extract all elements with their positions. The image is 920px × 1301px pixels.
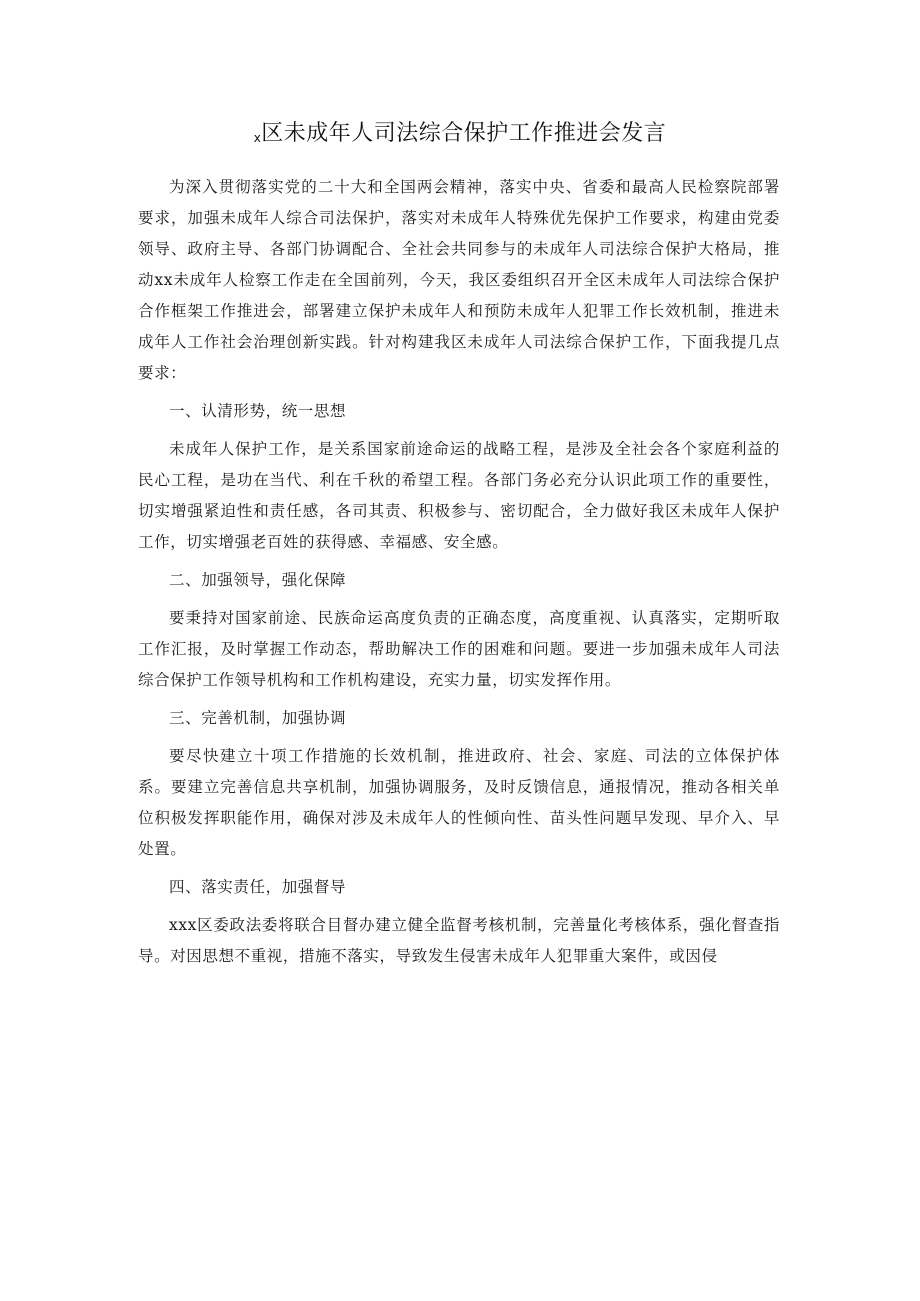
section-paragraph-3: 要尽快建立十项工作措施的长效机制，推进政府、社会、家庭、司法的立体保护体系。要建立完善信息共享机制，加强协调服务，及时反馈信息，通报情况，推动各相关单位积极发挥职能作用，确保对涉及未成年人的性倾向性、苗头性问题早发现、早介入、早处置。 [138, 747, 780, 858]
section-heading-1: 一、认清形势，统一思想 [169, 402, 347, 420]
title-prefix: x [253, 131, 262, 145]
section-paragraph-4: xxx区委政法委将联合目督办建立健全监督考核机制，完善量化考核体系，强化督查指导。对因思想不重视，措施不落实，导致发生侵害未成年人犯罪重大案件，或因侵 [138, 916, 780, 965]
document-title [0, 118, 920, 154]
section-heading-2: 二、加强领导，强化保障 [169, 571, 347, 589]
intro-paragraph: 为深入贯彻落实党的二十大和全国两会精神，落实中央、省委和最高人民检察院部署要求，加强未成年人综合司法保护，落实对未成年人特殊优先保护工作要求，构建由党委领导、政府主导、各部门协调配合、全社会共同参与的未成年人司法综合保护大格局，推动xx未成年人检察工作走在全国前列，今天，我区委组织召开全区未成年人司法综合保护合作框架工作推进会，部署建立保护未成年人和预防未成年人犯罪工作长效机制，推进未成年人工作社会治理创新实践。针对构建我区未成年人司法综合保护工作，下面我提几点要求： [138, 178, 780, 382]
document-body [138, 172, 780, 979]
section-paragraph-1: 未成年人保护工作，是关系国家前途命运的战略工程，是涉及全社会各个家庭利益的民心工程，是功在当代、利在千秋的希望工程。各部门务必充分认识此项工作的重要性，切实增强紧迫性和责任感，各司其责、积极参与、密切配合，全力做好我区未成年人保护工作，切实增强老百姓的获得感、幸福感、安全感。 [138, 440, 780, 551]
section-heading-3: 三、完善机制，加强协调 [169, 709, 347, 727]
section-paragraph-2: 要秉持对国家前途、民族命运高度负责的正确态度，高度重视、认真落实，定期听取工作汇报，及时掌握工作动态，帮助解决工作的困难和问题。要进一步加强未成年人司法综合保护工作领导机构和工作机构建设，充实力量，切实发挥作用。 [138, 609, 780, 689]
section-heading-4: 四、落实责任，加强督导 [169, 878, 347, 896]
title-main: 区未成年人司法综合保护工作推进会发言 [261, 121, 667, 146]
